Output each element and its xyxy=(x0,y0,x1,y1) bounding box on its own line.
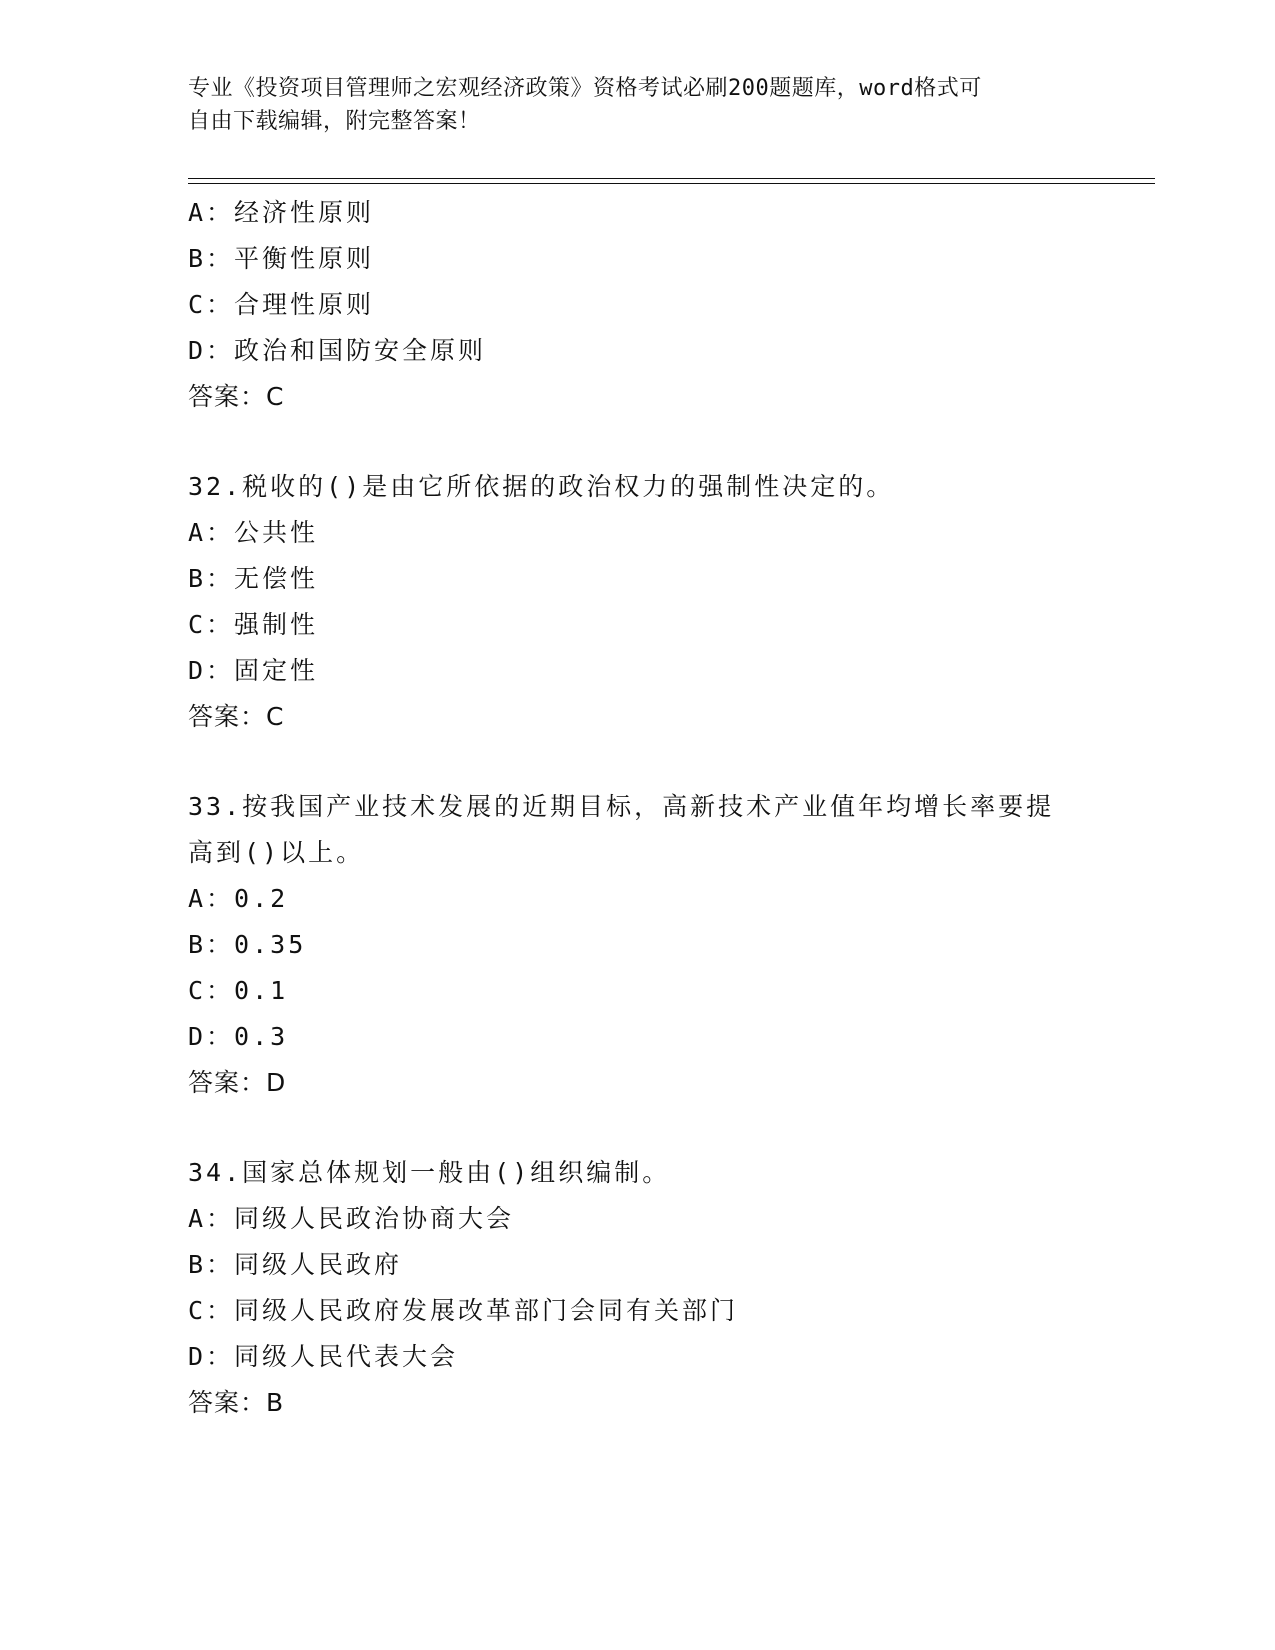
option-b: B：0.35 xyxy=(188,930,307,959)
header-divider-bottom xyxy=(188,183,1155,184)
question-stem-line-1: 33.按我国产业技术发展的近期目标，高新技术产业值年均增长率要提 xyxy=(188,792,1055,821)
question-33 xyxy=(188,784,1088,1106)
option-c: C：0.1 xyxy=(188,976,289,1005)
header-line-2: 自由下载编辑，附完整答案！ xyxy=(188,109,481,134)
question-stem: 34.国家总体规划一般由()组织编制。 xyxy=(188,1158,671,1187)
option-d: D：固定性 xyxy=(188,656,319,685)
option-a: A：经济性原则 xyxy=(188,198,375,227)
option-b: B：无偿性 xyxy=(188,564,319,593)
option-a: A：公共性 xyxy=(188,518,319,547)
question-32 xyxy=(188,464,1088,740)
option-b: B：同级人民政府 xyxy=(188,1250,403,1279)
spacer xyxy=(188,420,1088,464)
option-b: B：平衡性原则 xyxy=(188,244,375,273)
option-a: A：同级人民政治协商大会 xyxy=(188,1204,515,1233)
option-d: D：同级人民代表大会 xyxy=(188,1342,459,1371)
option-c: C：强制性 xyxy=(188,610,319,639)
option-c: C：合理性原则 xyxy=(188,290,375,319)
option-d: D：政治和国防安全原则 xyxy=(188,336,487,365)
question-stem: 32.税收的()是由它所依据的政治权力的强制性决定的。 xyxy=(188,472,895,501)
question-list xyxy=(188,190,1088,1426)
answer: 答案：D xyxy=(188,1068,287,1097)
answer: 答案：C xyxy=(188,702,285,731)
spacer xyxy=(188,1106,1088,1150)
header-divider-top xyxy=(188,178,1155,179)
answer: 答案：B xyxy=(188,1388,285,1417)
option-a: A：0.2 xyxy=(188,884,289,913)
answer: 答案：C xyxy=(188,382,285,411)
document-header xyxy=(188,72,1068,138)
question-31 xyxy=(188,190,1088,420)
option-d: D：0.3 xyxy=(188,1022,289,1051)
question-34 xyxy=(188,1150,1088,1426)
question-stem-line-2: 高到()以上。 xyxy=(188,838,365,867)
header-line-1: 专业《投资项目管理师之宏观经济政策》资格考试必刷200题题库，word格式可 xyxy=(188,76,982,101)
option-c: C：同级人民政府发展改革部门会同有关部门 xyxy=(188,1296,739,1325)
spacer xyxy=(188,740,1088,784)
